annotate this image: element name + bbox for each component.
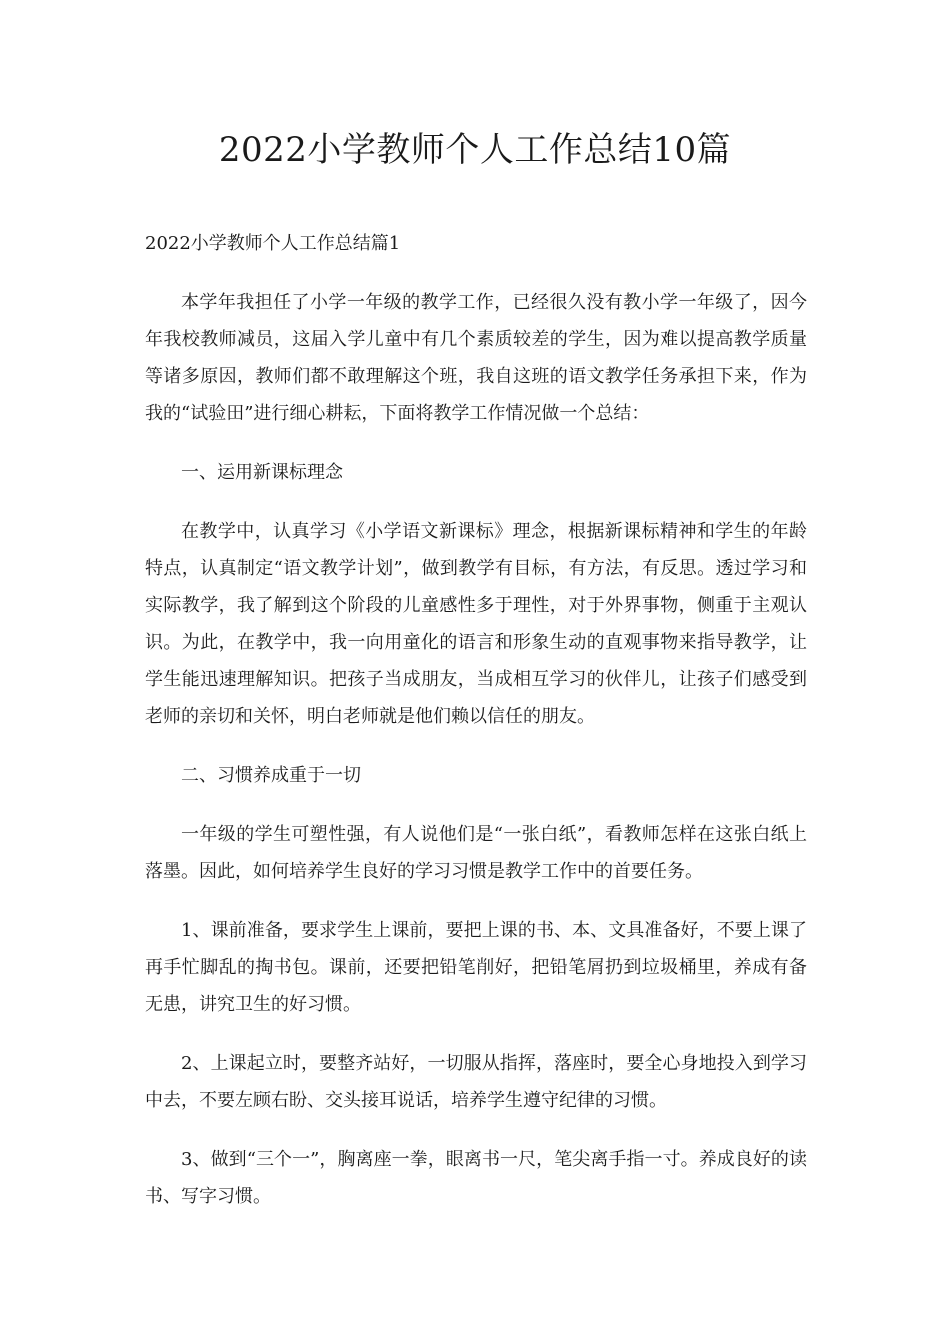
- section-heading-1: 一、运用新课标理念: [181, 462, 343, 483]
- section-heading-2: 二、习惯养成重于一切: [181, 765, 361, 786]
- list-item-posture: 3、做到“三个一”，胸离座一拳，眼离书一尺，笔尖离手指一寸。养成良好的读书、写字习惯。: [145, 1149, 807, 1207]
- section-subtitle: 2022小学教师个人工作总结篇1: [145, 233, 401, 254]
- document-title: 2022小学教师个人工作总结10篇: [218, 130, 732, 170]
- paragraph-intro: 本学年我担任了小学一年级的教学工作，已经很久没有教小学一年级了，因今年我校教师减员，这届入学儿童中有几个素质较差的学生，因为难以提高教学质量等诸多原因，教师们都不敢理解这个班，我自这班的语文教学任务承担下来，作为我的“试验田”进行细心耕耘，下面将教学工作情况做一个总结：: [145, 292, 807, 424]
- list-item-preparation: 1、课前准备，要求学生上课前，要把上课的书、本、文具准备好，不要上课了再手忙脚乱的掏书包。课前，还要把铅笔削好，把铅笔屑扔到垃圾桶里，养成有备无患，讲究卫生的好习惯。: [145, 920, 807, 1015]
- document-body: [145, 225, 807, 1237]
- paragraph-habits: 一年级的学生可塑性强，有人说他们是“一张白纸”，看教师怎样在这张白纸上落墨。因此，如何培养学生良好的学习习惯是教学工作中的首要任务。: [145, 824, 807, 882]
- list-item-discipline: 2、上课起立时，要整齐站好，一切服从指挥，落座时，要全心身地投入到学习中去，不要左顾右盼、交头接耳说话，培养学生遵守纪律的习惯。: [145, 1053, 807, 1111]
- paragraph-new-curriculum: 在教学中，认真学习《小学语文新课标》理念，根据新课标精神和学生的年龄特点，认真制定“语文教学计划”，做到教学有目标，有方法，有反思。透过学习和实际教学，我了解到这个阶段的儿童感性多于理性，对于外界事物，侧重于主观认识。为此，在教学中，我一向用童化的语言和形象生动的直观事物来指导教学，让学生能迅速理解知识。把孩子当成朋友，当成相互学习的伙伴儿，让孩子们感受到老师的亲切和关怀，明白老师就是他们赖以信任的朋友。: [145, 521, 807, 727]
